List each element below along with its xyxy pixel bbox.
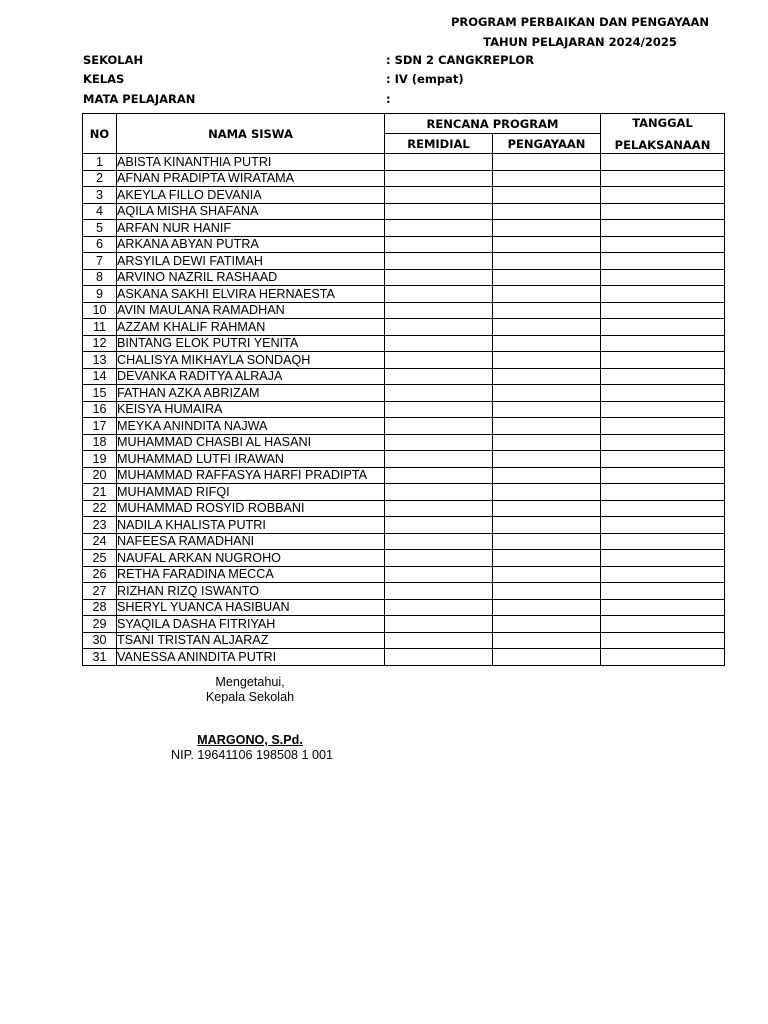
student-name: KEISYA HUMAIRA	[117, 401, 385, 418]
row-number: 9	[83, 286, 117, 303]
header-remedial: REMIDIAL	[385, 134, 493, 154]
enrichment-cell	[493, 550, 601, 567]
table-row	[83, 616, 725, 633]
remedial-cell	[385, 649, 493, 666]
student-name: ARSYILA DEWI FATIMAH	[117, 253, 385, 270]
enrichment-cell	[493, 599, 601, 616]
student-name: MUHAMMAD ROSYID ROBBANI	[117, 500, 385, 517]
table-row	[83, 484, 725, 501]
table-row	[83, 451, 725, 468]
table-row	[83, 533, 725, 550]
enrichment-cell	[493, 616, 601, 633]
enrichment-cell	[493, 154, 601, 171]
student-name: RIZHAN RIZQ ISWANTO	[117, 583, 385, 600]
implementation-date-cell	[601, 550, 725, 567]
table-row	[83, 170, 725, 187]
row-number: 21	[83, 484, 117, 501]
student-name: ARVINO NAZRIL RASHAAD	[117, 269, 385, 286]
student-name: ARFAN NUR HANIF	[117, 220, 385, 237]
remedial-cell	[385, 484, 493, 501]
row-number: 14	[83, 368, 117, 385]
student-name: MUHAMMAD CHASBI AL HASANI	[117, 434, 385, 451]
implementation-date-cell	[601, 335, 725, 352]
table-row	[83, 599, 725, 616]
student-name: ARKANA ABYAN PUTRA	[117, 236, 385, 253]
remedial-cell	[385, 632, 493, 649]
remedial-cell	[385, 583, 493, 600]
acknowledgement-text: Mengetahui,	[215, 675, 285, 689]
row-number: 22	[83, 500, 117, 517]
enrichment-cell	[493, 236, 601, 253]
row-number: 24	[83, 533, 117, 550]
student-name: CHALISYA MIKHAYLA SONDAQH	[117, 352, 385, 369]
table-row	[83, 632, 725, 649]
remedial-cell	[385, 302, 493, 319]
remedial-cell	[385, 533, 493, 550]
remedial-cell	[385, 368, 493, 385]
implementation-date-cell	[601, 187, 725, 204]
enrichment-cell	[493, 187, 601, 204]
remedial-cell	[385, 352, 493, 369]
student-name: ASKANA SAKHI ELVIRA HERNAESTA	[117, 286, 385, 303]
table-row	[83, 335, 725, 352]
school-label: SEKOLAH	[83, 53, 144, 67]
table-row	[83, 236, 725, 253]
implementation-date-cell	[601, 253, 725, 270]
row-number: 11	[83, 319, 117, 336]
enrichment-cell	[493, 533, 601, 550]
table-row	[83, 220, 725, 237]
table-row	[83, 203, 725, 220]
enrichment-cell	[493, 269, 601, 286]
implementation-date-cell	[601, 401, 725, 418]
table-row	[83, 319, 725, 336]
row-number: 15	[83, 385, 117, 402]
remedial-cell	[385, 203, 493, 220]
enrichment-cell	[493, 566, 601, 583]
header-enrichment: PENGAYAAN	[493, 134, 601, 154]
header-date-line2: PELAKSANAAN	[614, 137, 711, 152]
student-name: FATHAN AZKA ABRIZAM	[117, 385, 385, 402]
remedial-cell	[385, 401, 493, 418]
enrichment-cell	[493, 302, 601, 319]
table-row	[83, 269, 725, 286]
implementation-date-cell	[601, 286, 725, 303]
implementation-date-cell	[601, 533, 725, 550]
row-number: 1	[83, 154, 117, 171]
remedial-cell	[385, 385, 493, 402]
school-value: : SDN 2 CANGKREPLOR	[386, 53, 535, 67]
remedial-cell	[385, 187, 493, 204]
row-number: 16	[83, 401, 117, 418]
document-title: PROGRAM PERBAIKAN DAN PENGAYAAN	[450, 15, 710, 29]
table-row	[83, 434, 725, 451]
implementation-date-cell	[601, 566, 725, 583]
student-name: NAUFAL ARKAN NUGROHO	[117, 550, 385, 567]
implementation-date-cell	[601, 236, 725, 253]
enrichment-cell	[493, 286, 601, 303]
row-number: 2	[83, 170, 117, 187]
row-number: 30	[83, 632, 117, 649]
implementation-date-cell	[601, 368, 725, 385]
student-name: BINTANG ELOK PUTRI YENITA	[117, 335, 385, 352]
implementation-date-cell	[601, 269, 725, 286]
remedial-cell	[385, 500, 493, 517]
student-name: VANESSA ANINDITA PUTRI	[117, 649, 385, 666]
implementation-date-cell	[601, 170, 725, 187]
row-number: 3	[83, 187, 117, 204]
student-name: AKEYLA FILLO DEVANIA	[117, 187, 385, 204]
remedial-cell	[385, 616, 493, 633]
implementation-date-cell	[601, 649, 725, 666]
table-row	[83, 352, 725, 369]
academic-year: TAHUN PELAJARAN 2024/2025	[483, 35, 677, 49]
table-row	[83, 286, 725, 303]
row-number: 6	[83, 236, 117, 253]
remedial-cell	[385, 220, 493, 237]
table-body	[83, 154, 725, 666]
implementation-date-cell	[601, 583, 725, 600]
row-number: 17	[83, 418, 117, 435]
remedial-cell	[385, 599, 493, 616]
implementation-date-cell	[601, 434, 725, 451]
remedial-cell	[385, 550, 493, 567]
student-name: RETHA FARADINA MECCA	[117, 566, 385, 583]
implementation-date-cell	[601, 352, 725, 369]
row-number: 12	[83, 335, 117, 352]
student-name: MEYKA ANINDITA NAJWA	[117, 418, 385, 435]
enrichment-cell	[493, 484, 601, 501]
table-row	[83, 418, 725, 435]
enrichment-cell	[493, 203, 601, 220]
enrichment-cell	[493, 352, 601, 369]
remedial-cell	[385, 253, 493, 270]
remedial-cell	[385, 236, 493, 253]
row-number: 25	[83, 550, 117, 567]
row-number: 10	[83, 302, 117, 319]
enrichment-cell	[493, 467, 601, 484]
student-name: MUHAMMAD LUTFI IRAWAN	[117, 451, 385, 468]
student-name: DEVANKA RADITYA ALRAJA	[117, 368, 385, 385]
student-name: MUHAMMAD RIFQI	[117, 484, 385, 501]
enrichment-cell	[493, 253, 601, 270]
remedial-cell	[385, 269, 493, 286]
student-name: AZZAM KHALIF RAHMAN	[117, 319, 385, 336]
implementation-date-cell	[601, 418, 725, 435]
student-name: ABISTA KINANTHIA PUTRI	[117, 154, 385, 171]
remedial-cell	[385, 467, 493, 484]
student-name: AVIN MAULANA RAMADHAN	[117, 302, 385, 319]
row-number: 31	[83, 649, 117, 666]
header-no: NO	[83, 114, 117, 154]
implementation-date-cell	[601, 467, 725, 484]
row-number: 19	[83, 451, 117, 468]
remedial-cell	[385, 286, 493, 303]
table-header	[83, 114, 725, 154]
student-table	[82, 113, 725, 666]
enrichment-cell	[493, 583, 601, 600]
student-name: AFNAN PRADIPTA WIRATAMA	[117, 170, 385, 187]
row-number: 4	[83, 203, 117, 220]
student-name: SYAQILA DASHA FITRIYAH	[117, 616, 385, 633]
header-program-plan: RENCANA PROGRAM	[385, 114, 601, 134]
implementation-date-cell	[601, 302, 725, 319]
enrichment-cell	[493, 632, 601, 649]
enrichment-cell	[493, 220, 601, 237]
row-number: 20	[83, 467, 117, 484]
student-name: NADILA KHALISTA PUTRI	[117, 517, 385, 534]
implementation-date-cell	[601, 500, 725, 517]
remedial-cell	[385, 418, 493, 435]
table-row	[83, 253, 725, 270]
principal-nip: NIP. 19641106 198508 1 001	[170, 748, 333, 762]
header-implementation-date	[601, 114, 725, 154]
table-row	[83, 368, 725, 385]
enrichment-cell	[493, 418, 601, 435]
implementation-date-cell	[601, 632, 725, 649]
enrichment-cell	[493, 517, 601, 534]
enrichment-cell	[493, 649, 601, 666]
row-number: 18	[83, 434, 117, 451]
table-row	[83, 187, 725, 204]
enrichment-cell	[493, 451, 601, 468]
row-number: 26	[83, 566, 117, 583]
implementation-date-cell	[601, 451, 725, 468]
row-number: 8	[83, 269, 117, 286]
principal-role: Kepala Sekolah	[205, 690, 295, 704]
remedial-cell	[385, 517, 493, 534]
table-row	[83, 467, 725, 484]
remedial-cell	[385, 335, 493, 352]
row-number: 28	[83, 599, 117, 616]
header-student-name: NAMA SISWA	[117, 114, 385, 154]
table-row	[83, 566, 725, 583]
row-number: 23	[83, 517, 117, 534]
remedial-cell	[385, 154, 493, 171]
remedial-cell	[385, 319, 493, 336]
remedial-cell	[385, 451, 493, 468]
table-row	[83, 583, 725, 600]
implementation-date-cell	[601, 220, 725, 237]
implementation-date-cell	[601, 616, 725, 633]
subject-label: MATA PELAJARAN	[83, 92, 196, 106]
table-row	[83, 649, 725, 666]
subject-value: :	[386, 92, 391, 106]
student-name: NAFEESA RAMADHANI	[117, 533, 385, 550]
implementation-date-cell	[601, 154, 725, 171]
implementation-date-cell	[601, 517, 725, 534]
table-row	[83, 154, 725, 171]
table-row	[83, 302, 725, 319]
table-row	[83, 401, 725, 418]
remedial-cell	[385, 566, 493, 583]
student-name: MUHAMMAD RAFFASYA HARFI PRADIPTA	[117, 467, 385, 484]
enrichment-cell	[493, 170, 601, 187]
row-number: 5	[83, 220, 117, 237]
class-value: : IV (empat)	[386, 72, 464, 86]
row-number: 27	[83, 583, 117, 600]
enrichment-cell	[493, 368, 601, 385]
enrichment-cell	[493, 335, 601, 352]
row-number: 7	[83, 253, 117, 270]
remedial-cell	[385, 434, 493, 451]
enrichment-cell	[493, 385, 601, 402]
header-date-line1: TANGGAL	[632, 115, 693, 130]
student-name: SHERYL YUANCA HASIBUAN	[117, 599, 385, 616]
implementation-date-cell	[601, 203, 725, 220]
table-row	[83, 550, 725, 567]
enrichment-cell	[493, 434, 601, 451]
row-number: 13	[83, 352, 117, 369]
implementation-date-cell	[601, 599, 725, 616]
implementation-date-cell	[601, 484, 725, 501]
table-row	[83, 500, 725, 517]
principal-name: MARGONO, S.Pd.	[197, 733, 303, 747]
implementation-date-cell	[601, 385, 725, 402]
student-name: AQILA MISHA SHAFANA	[117, 203, 385, 220]
table-row	[83, 385, 725, 402]
remedial-cell	[385, 170, 493, 187]
class-label: KELAS	[83, 72, 125, 86]
enrichment-cell	[493, 319, 601, 336]
table-row	[83, 517, 725, 534]
row-number: 29	[83, 616, 117, 633]
implementation-date-cell	[601, 319, 725, 336]
student-name: TSANI TRISTAN ALJARAZ	[117, 632, 385, 649]
enrichment-cell	[493, 500, 601, 517]
enrichment-cell	[493, 401, 601, 418]
